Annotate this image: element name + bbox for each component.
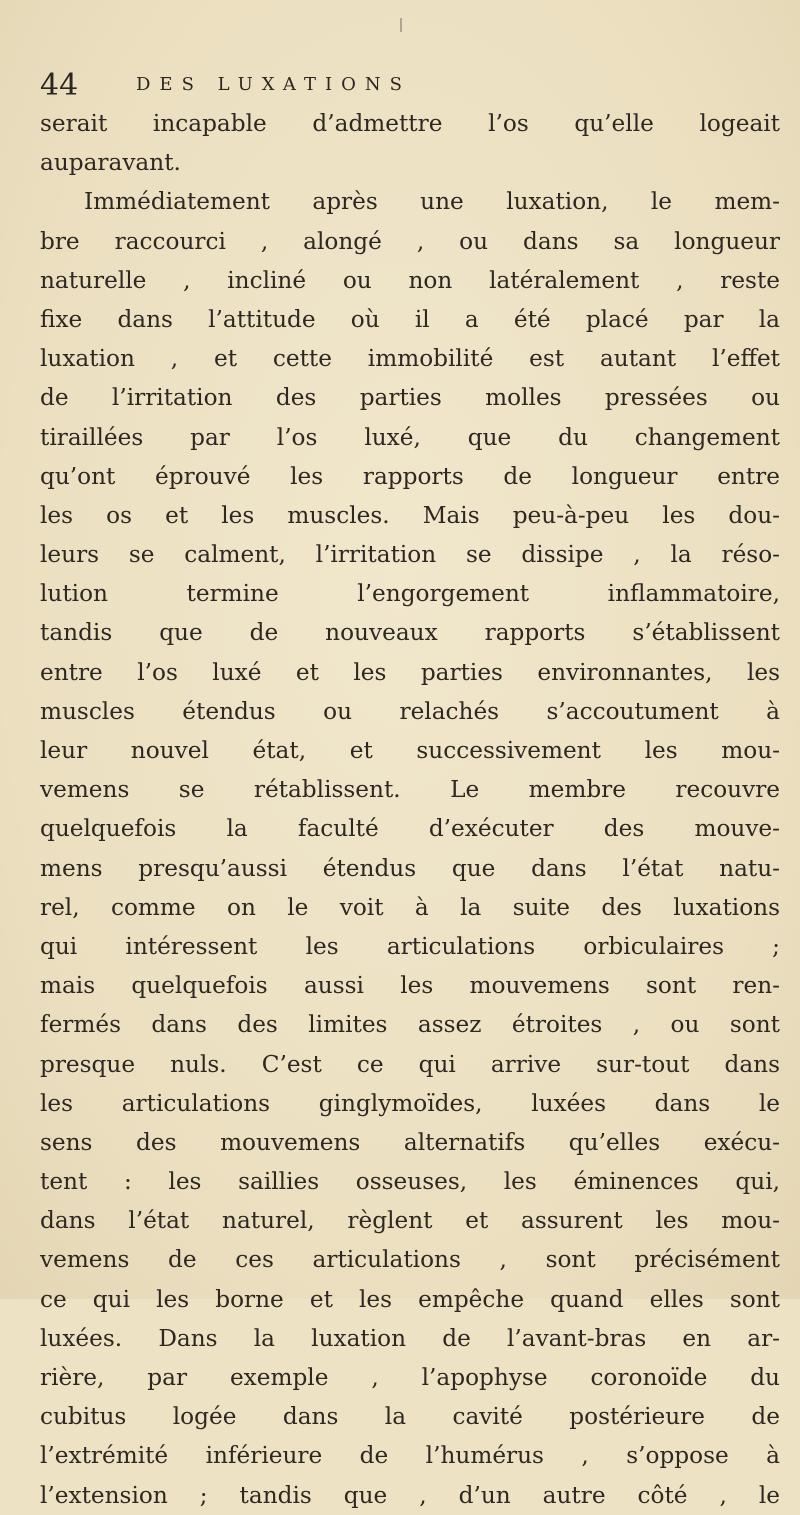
text-line: mais quelquefois aussi les mouvemens sont ren- [40,972,780,1000]
text-line: ce qui les borne et les empêche quand elles sont [40,1285,780,1313]
text-line: sens des mouvemens alternatifs qu’elles exécu- [40,1128,780,1156]
text-line: presque nuls. C’est ce qui arrive sur-tout dans [40,1050,780,1078]
text-line: cubitus logée dans la cavité postérieure de [40,1403,780,1431]
text-line: de l’irritation des parties molles pressées ou [40,384,780,412]
text-line: luxées. Dans la luxation de l’avant-bras en ar- [40,1324,780,1352]
page-number: 44 [40,68,79,103]
text-line: rière, par exemple , l’apophyse coronoïde du [40,1364,780,1391]
text-line: rel, comme on le voit à la suite des luxations [40,893,780,921]
print-mark [400,18,402,32]
text-line: l’extrémité inférieure de l’humérus , s’oppose à [40,1442,780,1470]
text-line: leur nouvel état, et successivement les mou- [40,737,780,764]
text-line: dans l’état naturel, règlent et assurent les mou- [40,1207,780,1235]
running-head: DES LUXATIONS [136,74,411,95]
text-line: l’extension ; tandis que , d’un autre côté , le [40,1481,780,1509]
text-line: lution termine l’engorgement inflammatoire, [40,580,780,608]
text-line: entre l’os luxé et les parties environnantes, les [40,658,780,686]
text-line: tandis que de nouveaux rapports s’établissent [40,619,780,647]
text-line: luxation , et cette immobilité est autant l’effet [40,345,780,373]
page-header [38,66,778,106]
text-line: muscles étendus ou relachés s’accoutument à [40,697,780,725]
text-line: serait incapable d’admettre l’os qu’elle logeait [40,110,780,137]
text-line: mens presqu’aussi étendus que dans l’état natu- [40,854,780,882]
text-line: bre raccourci , alongé , ou dans sa longueur [40,227,780,255]
text-line: fixe dans l’attitude où il a été placé par la [40,305,780,333]
text-line: tiraillées par l’os luxé, que du changement [40,423,780,451]
text-line: Immédiatement après une luxation, le mem- [84,188,780,216]
text-line: naturelle , incliné ou non latéralement , reste [40,266,780,294]
text-line: les articulations ginglymoïdes, luxées dans le [40,1089,780,1117]
text-line: vemens de ces articulations , sont précisément [40,1246,780,1274]
text-line: les os et les muscles. Mais peu-à-peu les dou- [40,501,780,529]
text-line: quelquefois la faculté d’exécuter des mouve- [40,815,780,843]
text-line: fermés dans des limites assez étroites , ou sont [40,1011,780,1039]
text-line: vemens se rétablissent. Le membre recouvre [40,776,780,804]
text-line: tent : les saillies osseuses, les éminences qui, [40,1168,780,1196]
text-line: leurs se calment, l’irritation se dissipe , la réso- [40,541,780,569]
text-line: qui intéressent les articulations orbiculaires ; [40,932,780,960]
body-text [40,104,780,1515]
text-line: auparavant. [40,149,181,177]
text-line: qu’ont éprouvé les rapports de longueur entre [40,462,780,490]
